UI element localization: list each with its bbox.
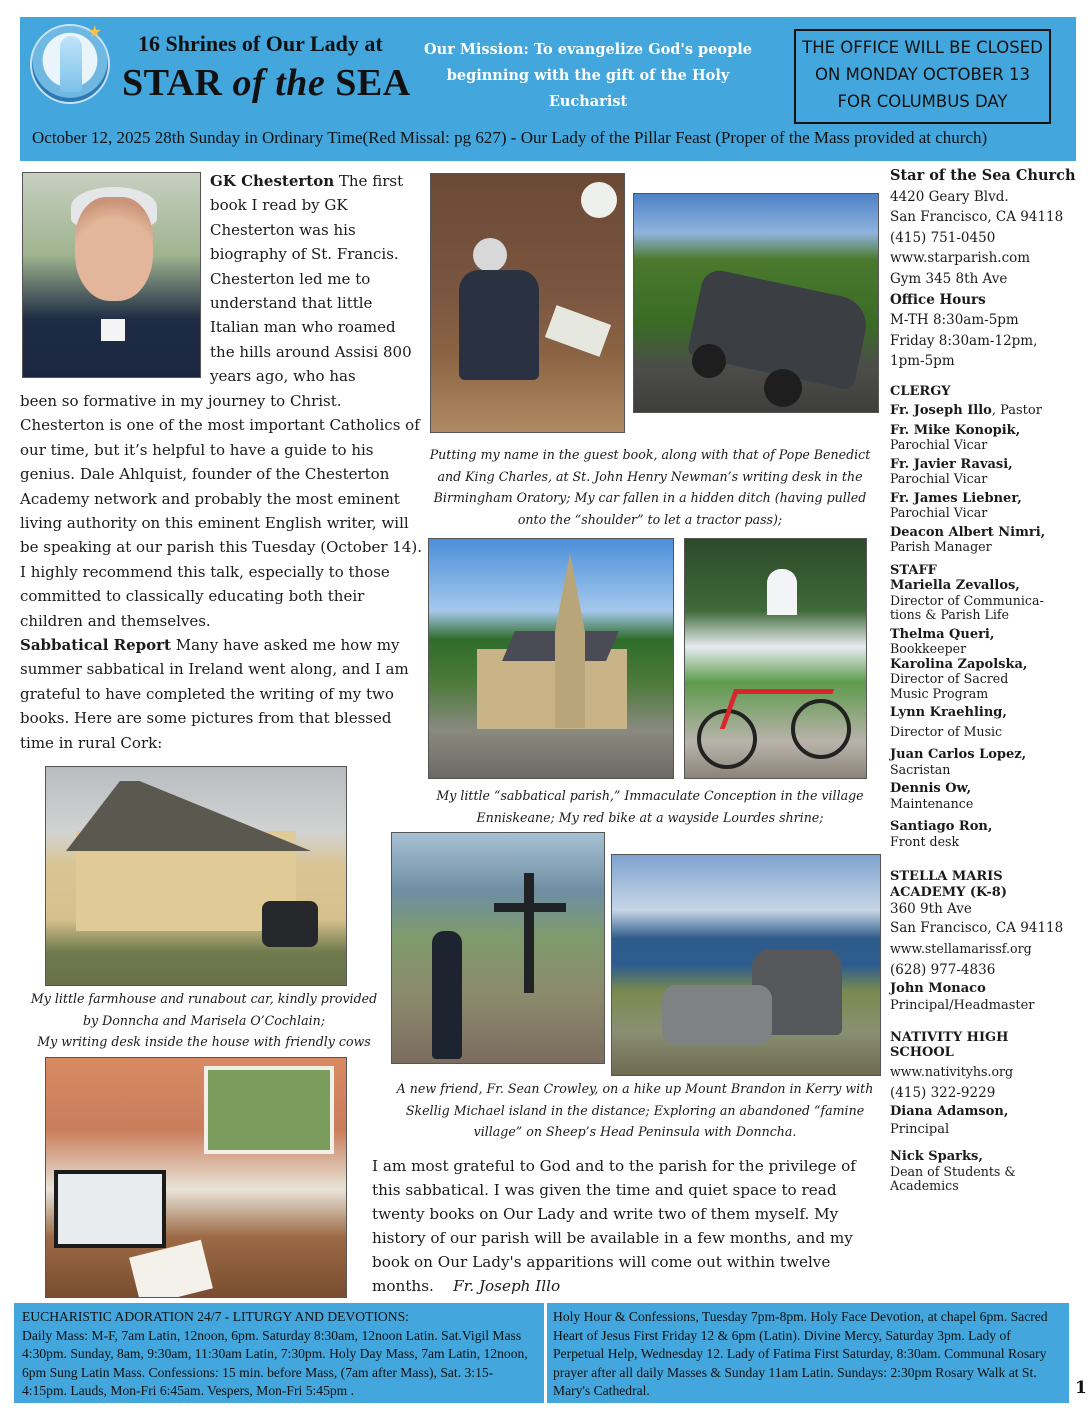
closing-paragraph	[372, 1154, 872, 1298]
mass-schedule-text: Daily Mass: M-F, 7am Latin, 12noon, 6pm. Saturday 8:30am, 12noon Latin. Sat.Vigil Mass 4:30pm. Sunday, 8am, 9:30am, 11:30am Latin, 7:30pm. Holy Day Mass, 7am Latin, 12noon, 6pm Sung Latin Mass. Confessions: 15 min. before Mass, (7am after Mass), Sat. 3:15-4:15pm. Lauds, Mon-Fri 6:45am. Vespers, Mon-Fri 5:45pm .	[22, 1327, 528, 1398]
portrait-collar	[101, 319, 125, 341]
caption-line: by Donncha and Marisela O’Cochlain;	[83, 1012, 325, 1028]
staff-role: Director of Music	[890, 723, 1003, 739]
academy-head-name: John Monaco	[890, 981, 986, 997]
famine-village-photo	[611, 854, 881, 1076]
academy-website-link[interactable]: www.stellamarissf.org	[890, 941, 1032, 957]
staff-heading: STAFF	[890, 562, 937, 578]
closing-text: I am most grateful to God and to the parish for the privilege of this sabbatical. I was given the time and quiet space to read twenty books on Our Lady and write two of them myself. My history of our parish will be available in a few months, and my book on Our Lady's apparitions will come out within twelve months.	[372, 1157, 856, 1295]
lamp-globe	[581, 182, 617, 218]
clergy-name: Deacon Albert Nimri,	[890, 524, 1046, 540]
church-roof	[489, 631, 619, 661]
clergy-role: Parish Manager	[890, 539, 992, 555]
guestbook-desk-photo	[430, 173, 625, 433]
academy-heading: ACADEMY (K-8)	[890, 884, 1007, 900]
mount-brandon-cross-photo	[391, 832, 605, 1064]
our-lady-figure-icon	[60, 36, 82, 92]
sabbatical-text: Many have asked me how my summer sabbatical in Ireland went along, and I am grateful to have completed the writing of my two books. Here are some pictures from that blessed time in rural Cork:	[20, 636, 409, 752]
nativity-principal-name: Diana Adamson,	[890, 1103, 1009, 1119]
nativity-heading: NATIVITY HIGH	[890, 1029, 1009, 1045]
clergy-member	[890, 403, 1082, 419]
photo-caption-church-bike: My little “sabbatical parish,” Immaculate Conception in the village Enniskeane; My red bike at a wayside Lourdes shrine;	[436, 788, 864, 825]
masthead-title	[122, 61, 411, 105]
runabout-car	[262, 901, 318, 947]
article-body	[20, 389, 426, 755]
devotions-text: Holy Hour & Confessions, Tuesday 7pm-8pm. Holy Face Devotion, at chapel 6pm. Sacred Heart of Jesus First Friday 12 & 6pm (Latin). Divine Mercy, Saturday 3pm. Lady of Perpetual Help, Wednesday 12. Lady of Fatima First Saturday, 8:30am. Communal Rosary prayer after all daily Masses & Sunday 11am Latin. Sundays: 2:30pm Rosary Walk at St. Mary's Cathedral.	[553, 1309, 1048, 1398]
nativity-principal-role: Principal	[890, 1122, 950, 1138]
clergy-name: Fr. Javier Ravasi,	[890, 456, 1013, 472]
staff-name: Mariella Zevallos,	[890, 578, 1020, 594]
staff-name: Karolina Zapolska,	[890, 656, 1028, 672]
caption-line: My writing desk inside the house with friendly cows	[37, 1034, 371, 1049]
devotions-schedule-box	[547, 1303, 1069, 1403]
clergy-name: Fr. Mike Konopik,	[890, 422, 1021, 438]
staff-role: Bookkeeper	[890, 641, 967, 657]
car-wheel	[764, 369, 802, 407]
clergy-role: Parochial Vicar	[890, 505, 988, 521]
window-with-cows	[204, 1066, 334, 1154]
nativity-heading: SCHOOL	[890, 1045, 954, 1061]
star-icon: ★	[87, 22, 102, 41]
priest-head	[473, 238, 507, 272]
liturgy-schedule-box	[14, 1303, 544, 1403]
masthead	[20, 17, 1076, 161]
church-spire	[555, 553, 585, 728]
church-photo	[428, 538, 674, 779]
staff-role: Front desk	[890, 833, 960, 849]
nativity-dean-role: Academics	[890, 1178, 959, 1194]
cross-beam	[494, 903, 566, 912]
staff-name: Lynn Kraehling,	[890, 705, 1007, 721]
computer-monitor	[54, 1170, 166, 1248]
bike-at-shrine-photo	[684, 538, 867, 779]
church-name: Star of the Sea Church	[890, 167, 1076, 184]
farmhouse-photo	[45, 766, 347, 986]
title-sea: SEA	[325, 62, 411, 104]
caption-line: My little farmhouse and runabout car, kindly provided	[30, 991, 378, 1006]
office-hours-friday: Friday 8:30am-12pm,	[890, 332, 1038, 349]
academy-address: 360 9th Ave	[890, 901, 972, 918]
adoration-heading: EUCHARISTIC ADORATION 24/7 - LITURGY AND DEVOTIONS:	[22, 1309, 409, 1324]
sabbatical-heading: Sabbatical Report	[20, 636, 171, 655]
clergy-name: Fr. Joseph Illo	[890, 403, 992, 419]
car-in-ditch-photo	[633, 193, 879, 413]
office-hours-mth: M-TH 8:30am-5pm	[890, 312, 1019, 329]
staff-name: Santiago Ron,	[890, 819, 993, 835]
office-closed-notice	[794, 29, 1051, 124]
mission-statement: Our Mission: To evangelize God's people beginning with the gift of the Holy Eucharist	[424, 41, 752, 110]
guest-book	[545, 305, 611, 357]
church-address: 4420 Geary Blvd.	[890, 188, 1009, 205]
car-wheel	[692, 344, 726, 378]
gym-address: Gym 345 8th Ave	[890, 270, 1008, 287]
church-nave	[477, 649, 627, 729]
lourdes-shrine	[767, 569, 797, 615]
page-number: 1	[1075, 1378, 1087, 1398]
church-phone[interactable]: (415) 751-0450	[890, 229, 996, 246]
title-of-the: of the	[232, 62, 326, 104]
nativity-phone[interactable]: (415) 322-9229	[890, 1084, 996, 1101]
academy-heading: STELLA MARIS	[890, 869, 1003, 885]
church-website-link[interactable]: www.starparish.com	[890, 250, 1031, 267]
office-hours-heading: Office Hours	[890, 291, 986, 308]
staff-name: Juan Carlos Lopez,	[890, 747, 1027, 763]
article-intro	[210, 169, 422, 389]
photo-caption-farmhouse	[16, 988, 392, 1053]
farmhouse-roof	[66, 781, 311, 851]
staff-role: Maintenance	[890, 795, 974, 811]
nativity-dean-name: Nick Sparks,	[890, 1149, 983, 1165]
sabbatical-paragraph	[20, 633, 426, 755]
clergy-role: Parochial Vicar	[890, 471, 988, 487]
chesterton-heading: GK Chesterton	[210, 172, 335, 190]
academy-phone[interactable]: (628) 977-4836	[890, 962, 996, 979]
staff-role: Music Program	[890, 685, 989, 701]
stone-ruin	[662, 985, 772, 1045]
staff-role: tions & Parish Life	[890, 607, 1010, 623]
masthead-subtitle: 16 Shrines of Our Lady at	[138, 31, 383, 56]
staff-role: Sacristan	[890, 761, 951, 777]
staff-role: Director of Sacred	[890, 671, 1009, 687]
notice-line: THE OFFICE WILL BE CLOSED	[802, 38, 1043, 57]
portrait-face	[75, 197, 153, 301]
clergy-heading: CLERGY	[890, 383, 951, 399]
photo-caption-hike-famine: A new friend, Fr. Sean Crowley, on a hike up Mount Brandon in Kerry with Skellig Michael island in the distance; Exploring an abandoned “famine village” on Sheep’s Head Peninsula with Donncha.	[396, 1081, 874, 1139]
parish-logo	[30, 24, 110, 104]
academy-head-role: Principal/Headmaster	[890, 997, 1035, 1013]
hiker-figure	[432, 931, 462, 1059]
author-signature: Fr. Joseph Illo	[453, 1277, 561, 1295]
staff-name: Thelma Queri,	[890, 626, 995, 642]
liturgical-dateline: October 12, 2025 28th Sunday in Ordinary Time(Red Missal: pg 627) - Our Lady of the Pillar Feast (Proper of the Mass provided at church)	[32, 128, 988, 147]
photo-caption-desk-car: Putting my name in the guest book, along with that of Pope Benedict and King Charles, at St. John Henry Newman’s writing desk in the Birmingham Oratory; My car fallen in a hidden ditch (having pulled onto the “shoulder” to let a tractor pass);	[429, 447, 871, 527]
notebook	[129, 1240, 213, 1298]
cross-post	[524, 873, 534, 993]
clergy-role: , Pastor	[991, 403, 1042, 419]
parish-info-sidebar	[890, 166, 1082, 1194]
writing-desk-photo	[45, 1057, 347, 1298]
clergy-name: Fr. James Liebner,	[890, 490, 1022, 506]
academy-city: San Francisco, CA 94118	[890, 920, 1064, 937]
chesterton-intro-text: The first book I read by GK Chesterton was his biography of St. Francis. Chesterton led me to understand that little Italian man who roamed the hills around Assisi 800 years ago, who has	[210, 172, 412, 386]
title-star: STAR	[122, 62, 233, 104]
priest-body	[459, 270, 539, 380]
church-city: San Francisco, CA 94118	[890, 209, 1064, 226]
staff-name: Dennis Ow,	[890, 781, 972, 797]
staff-role: Director of Communica-	[890, 592, 1044, 608]
nativity-website-link[interactable]: www.nativityhs.org	[890, 1063, 1014, 1079]
bike-frame	[720, 689, 835, 729]
office-hours-friday-pm: 1pm-5pm	[890, 353, 955, 370]
notice-line: ON MONDAY OCTOBER 13	[815, 65, 1030, 84]
nativity-dean-role: Dean of Students &	[890, 1163, 1016, 1179]
chesterton-body-text: been so formative in my journey to Christ. Chesterton is one of the most important Catholics of our time, but it’s helpful to have a guide to his genius. Dale Ahlquist, founder of the Chesterton Academy network and probably the most eminent living authority on this eminent English writer, will be speaking at our parish this Tuesday (October 14). I highly recommend this talk, especially to those committed to classically educating both their children and themselves.	[20, 392, 423, 630]
notice-line: FOR COLUMBUS DAY	[837, 92, 1008, 111]
clergy-role: Parochial Vicar	[890, 437, 988, 453]
pastor-portrait-photo	[22, 172, 201, 378]
